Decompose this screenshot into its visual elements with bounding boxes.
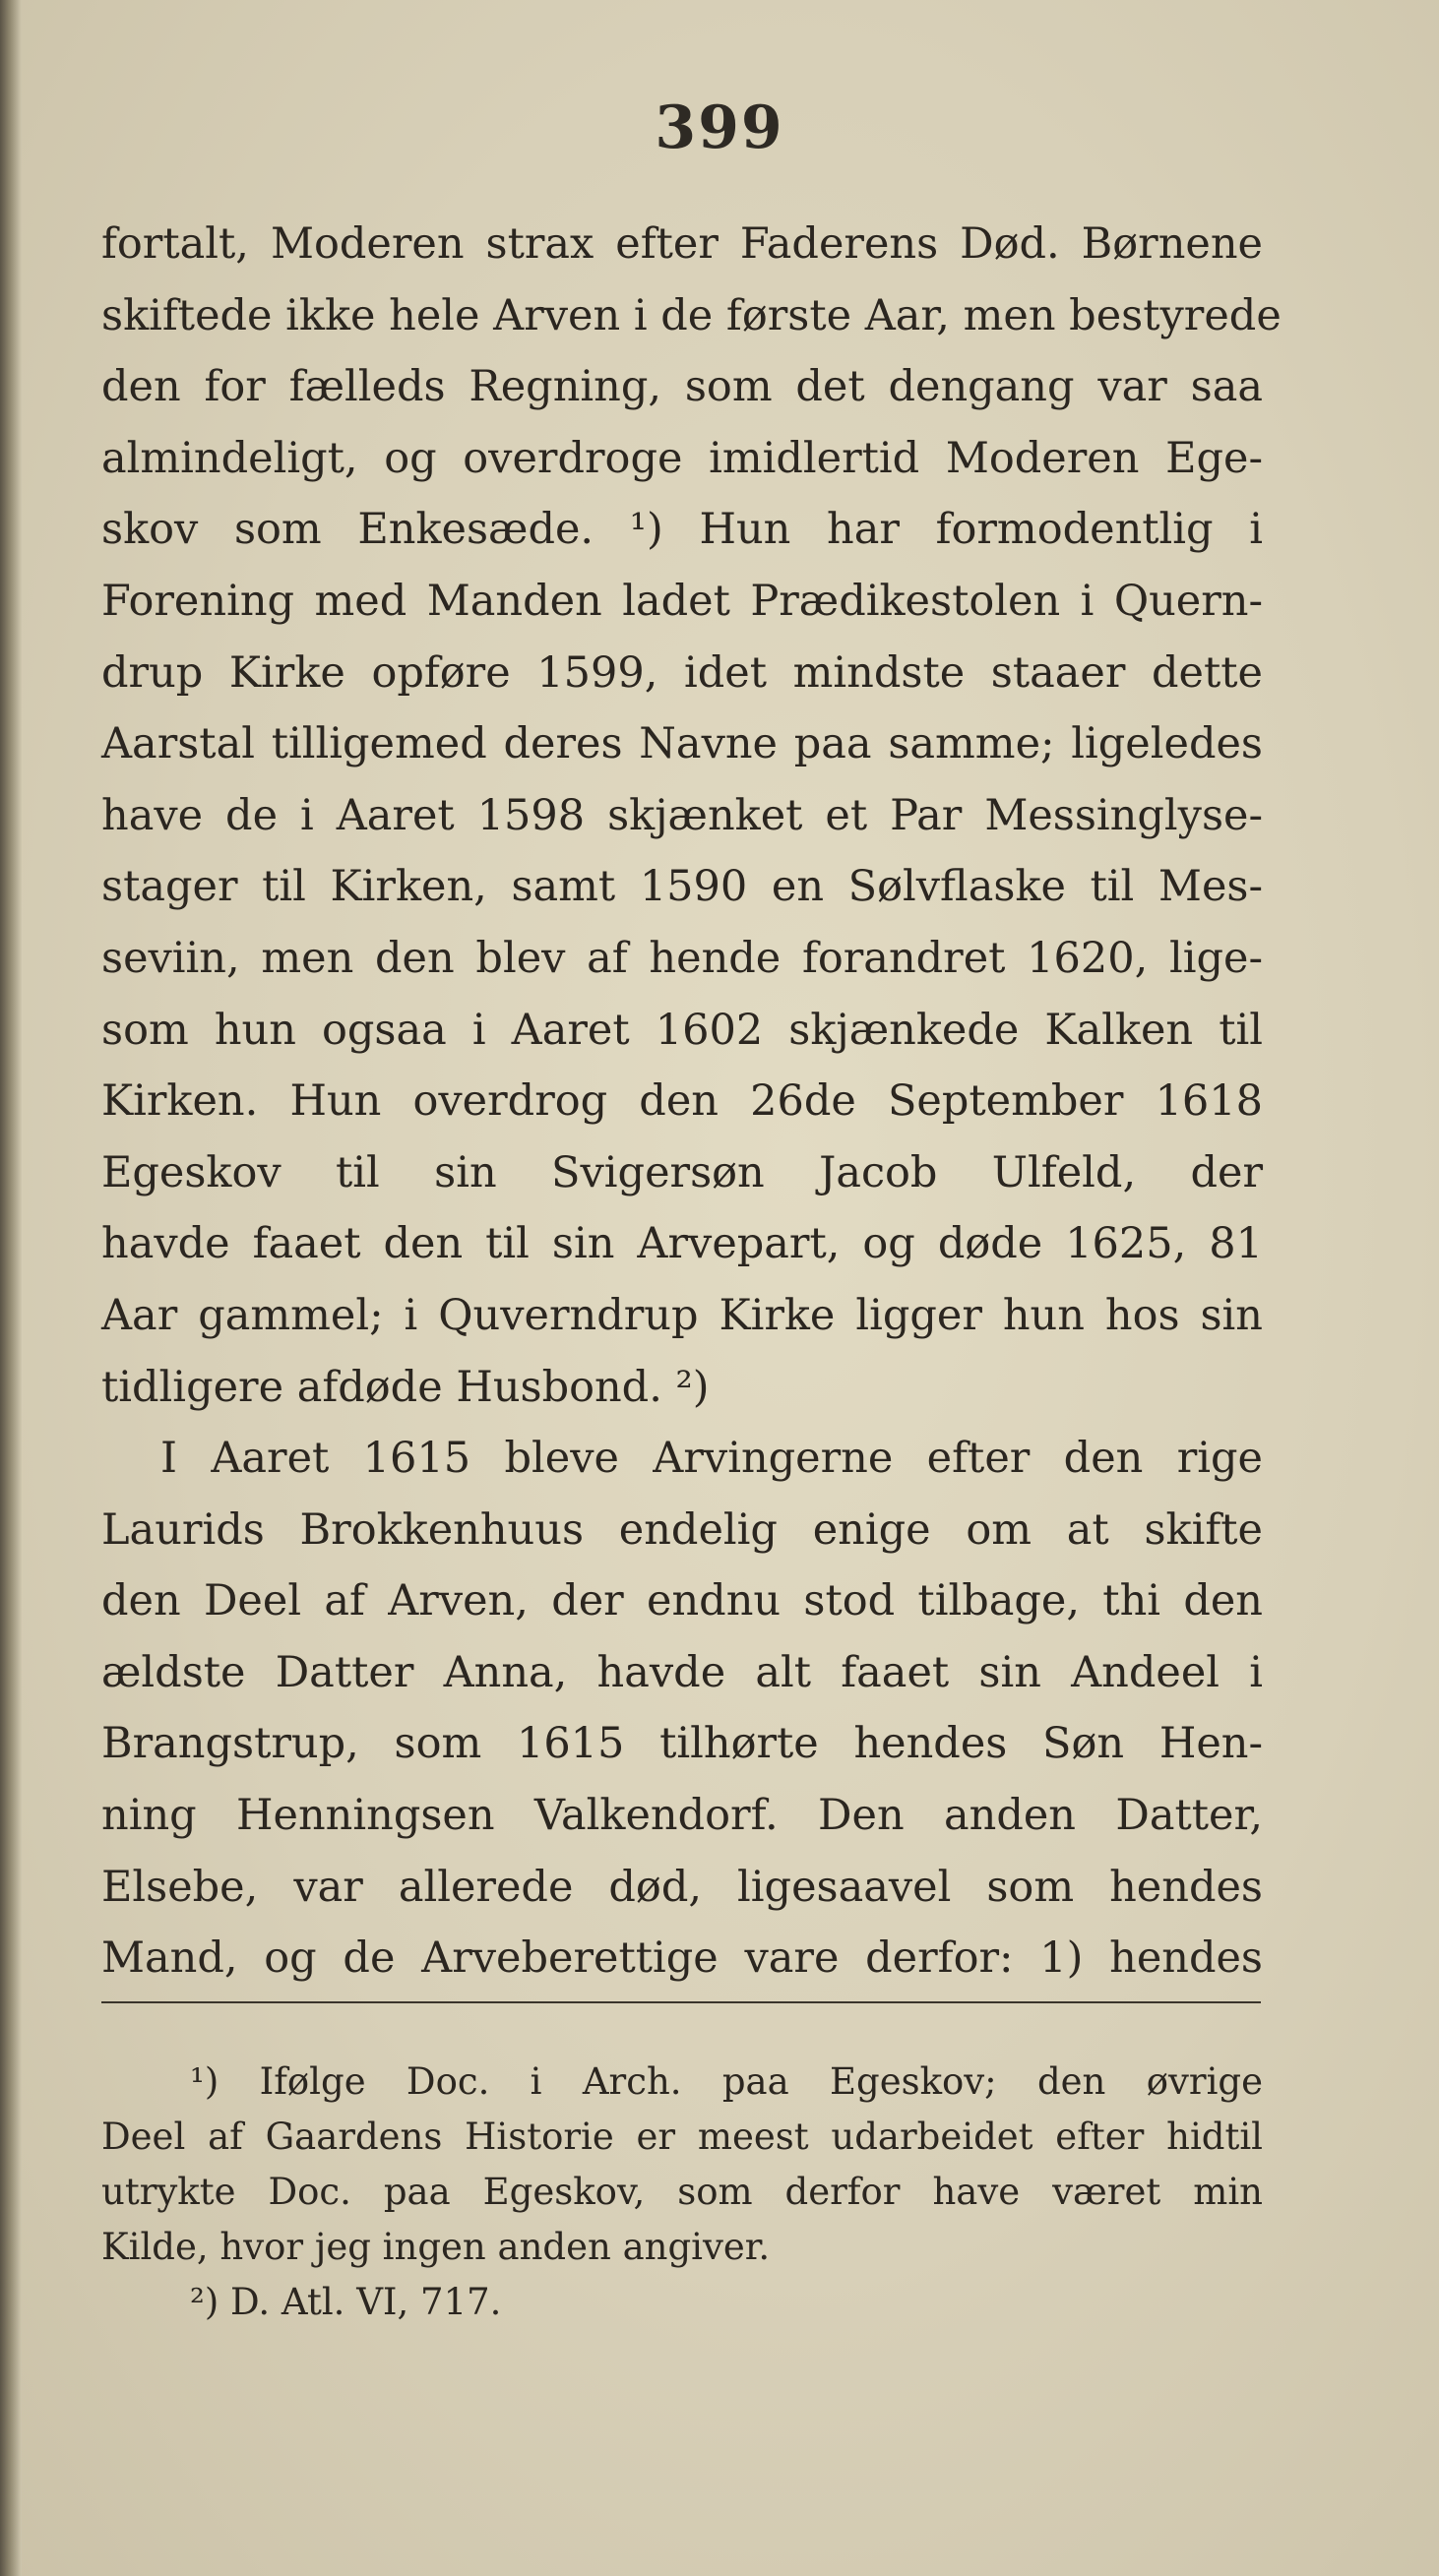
footnote-1-line: utrykte Doc. paa Egeskov, som derfor have været min [101, 2171, 1263, 2213]
footnotes [101, 2055, 1263, 2330]
text-line: skov som Enkesæde. ¹) Hun har formodentlig i [101, 505, 1263, 555]
text-line: Egeskov til sin Svigersøn Jacob Ulfeld, der [101, 1147, 1263, 1197]
footnote-2-line: ²) D. Atl. VI, 717. [190, 2281, 502, 2323]
text-line: Brangstrup, som 1615 tilhørte hendes Søn Hen- [101, 1719, 1263, 1769]
page-number: 399 [655, 93, 784, 162]
text-line: drup Kirke opføre 1599, idet mindste staaer dette [101, 647, 1263, 698]
text-line: Elsebe, var allerede død, ligesaavel som hendes [101, 1862, 1263, 1912]
text-line: Aar gammel; i Quverndrup Kirke ligger hun hos sin [101, 1290, 1263, 1340]
main-text [101, 209, 1282, 1994]
footnote-1-line: Kilde, hvor jeg ingen anden angiver. [101, 2226, 771, 2268]
text-line: seviin, men den blev af hende forandret 1620, lige- [101, 933, 1263, 983]
text-line: Aarstal tilligemed deres Navne paa samme; ligeledes [101, 719, 1263, 769]
text-line: skiftede ikke hele Arven i de første Aar, men bestyrede [101, 290, 1282, 340]
page-binding-edge [0, 0, 22, 2576]
text-line: Kirken. Hun overdrog den 26de September 1618 [101, 1076, 1263, 1127]
text-line: ældste Datter Anna, havde alt faaet sin Andeel i [101, 1647, 1263, 1697]
text-line: Laurids Brokkenhuus endelig enige om at skifte [101, 1504, 1263, 1555]
text-line: almindeligt, og overdroge imidlertid Moderen Ege- [101, 433, 1263, 483]
text-line: Mand, og de Arveberettige vare derfor: 1) hendes [101, 1933, 1263, 1984]
text-line: havde faaet den til sin Arvepart, og døde 1625, 81 [101, 1219, 1263, 1269]
text-line: som hun ogsaa i Aaret 1602 skjænkede Kalken til [101, 1005, 1263, 1055]
text-line: den for fælleds Regning, som det dengang var saa [101, 362, 1263, 412]
text-line: stager til Kirken, samt 1590 en Sølvflaske til Mes- [101, 862, 1263, 912]
text-line: have de i Aaret 1598 skjænket et Par Messinglyse- [101, 790, 1263, 840]
paragraph-end-line: tidligere afdøde Husbond. ²) [101, 1362, 710, 1412]
footnote-1-line: ¹) Ifølge Doc. i Arch. paa Egeskov; den øvrige [190, 2060, 1263, 2103]
paragraph-start-line: I Aaret 1615 bleve Arvingerne efter den rige [160, 1434, 1263, 1484]
footnote-divider [101, 2001, 1261, 2003]
footnote-1-line: Deel af Gaardens Historie er meest udarbeidet efter hidtil [101, 2116, 1263, 2158]
text-line: ning Henningsen Valkendorf. Den anden Datter, [101, 1791, 1263, 1841]
text-line: Forening med Manden ladet Prædikestolen i Quern- [101, 576, 1263, 626]
text-line: fortalt, Moderen strax efter Faderens Død. Børnene [101, 219, 1263, 269]
text-line: den Deel af Arven, der endnu stod tilbage, thi den [101, 1576, 1263, 1626]
